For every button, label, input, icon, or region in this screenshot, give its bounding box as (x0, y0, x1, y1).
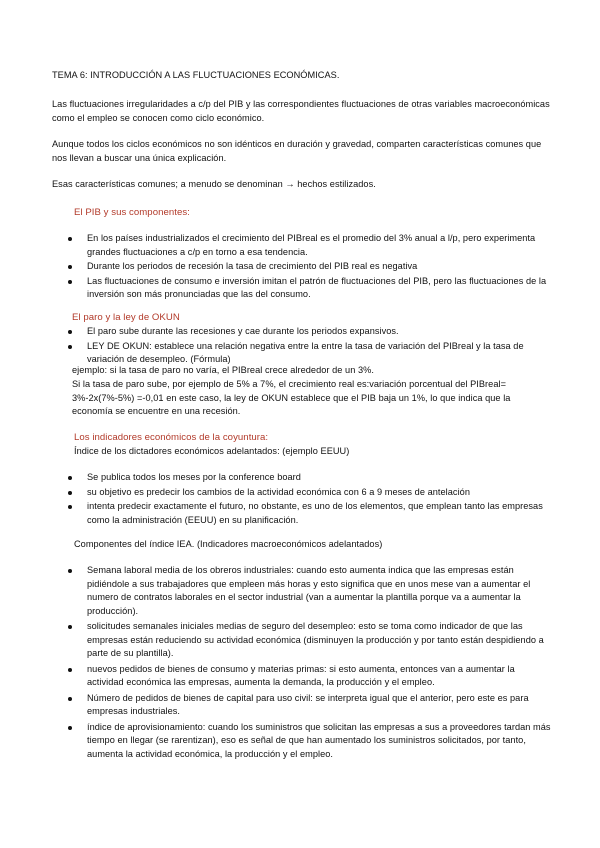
indicadores-bullet-list (52, 471, 552, 528)
list-item-text: Durante los periodos de recesión la tasa de crecimiento del PIB real es negativa (87, 261, 418, 271)
intro-paragraph-1: Las fluctuaciones irregularidades a c/p del PIB y las correspondientes fluctuaciones de otras variables macroeconómicas como el empleo se conocen como ciclo económico. (52, 99, 550, 123)
list-item-text: LEY DE OKUN: establece una relación negativa entre la entre la tasa de variación del PIBreal y la tasa de variación de desempleo. (Fórmula) (87, 340, 524, 364)
componentes-heading: Componentes del índice IEA. (Indicadores macroeconómicos adelantados) (74, 539, 383, 549)
list-item (52, 340, 552, 367)
list-item-text: Semana laboral media de los obreros industriales: cuando esto aumenta indica que las empresas están pidiéndole a sus trabajadores que empleen más horas y esto significa que en unos mese van a aumentar el numero de contratos laborales en el sector industrial (van a aumentar la plantilla porque va a aumentar la producción). (87, 565, 531, 616)
list-item (52, 663, 552, 690)
section-heading-pib: El PIB y sus componentes: (74, 207, 190, 218)
bullet-icon (68, 265, 72, 269)
intro-paragraph-2: Aunque todos los ciclos económicos no son idénticos en duración y gravedad, comparten características comunes que nos llevan a buscar una única explicación. (52, 139, 542, 163)
section-heading-indicadores: Los indicadores económicos de la coyuntura: (74, 432, 269, 443)
document-title: TEMA 6: INTRODUCCIÓN A LAS FLUCTUACIONES ECONÓMICAS. (52, 70, 340, 80)
list-item-text: índice de aprovisionamiento: cuando los suministros que solicitan las empresas a sus a proveedores tardan más tiempo en llegar (se rarentizan), eso es señal de que han aumentado los suministros solicitados, por tanto, aumenta la actividad económica, la producción y el empleo. (87, 721, 551, 759)
list-item (52, 721, 552, 762)
section-heading-okun: El paro y la ley de OKUN (72, 312, 180, 323)
list-item (52, 486, 552, 500)
okun-example-2: Si la tasa de paro sube, por ejemplo de 5% a 7%, el crecimiento real es:variación porcentual del PIBreal= 3%-2x(7%-5%) =-0,01 en este caso, la ley de OKUN establece que el PIB baja un 1%, lo que indica que la economía se encuentre en una recesión. (72, 379, 511, 416)
list-item-text: Número de pedidos de bienes de capital para uso civil: se interpreta igual que el anterior, pero este es para empresas industriales. (87, 692, 529, 716)
bullet-icon (68, 491, 72, 495)
list-item-text: solicitudes semanales iniciales medias de seguro del desempleo: esto se toma como indicador de que las empresas están reduciendo su actividad económica (disminuyen la producción y por tanto están despidiendo a parte de su plantilla). (87, 621, 544, 658)
bullet-icon (68, 569, 72, 573)
bullet-icon (68, 330, 72, 334)
list-item-text: intenta predecir exactamente el futuro, no obstante, es uno de los elementos, que emplean tanto las empresas como la administración (EEUU) en su planificación. (87, 501, 543, 525)
bullet-icon (68, 476, 72, 480)
list-item-text: Se publica todos los meses por la conference board (87, 472, 301, 482)
bullet-icon (68, 505, 72, 509)
okun-example-1: ejemplo: si la tasa de paro no varía, el PIBreal crece alrededor de un 3%. (72, 365, 374, 375)
bullet-icon (68, 697, 72, 701)
list-item-text: El paro sube durante las recesiones y cae durante los periodos expansivos. (87, 326, 399, 336)
bullet-icon (68, 668, 72, 672)
pib-bullet-list (52, 232, 552, 303)
list-item (52, 620, 552, 661)
list-item (52, 275, 552, 302)
bullet-icon (68, 625, 72, 629)
list-item-text: nuevos pedidos de bienes de consumo y materias primas: si esto aumenta, entonces van a aumentar la actividad económica las empresas, aumenta la demanda, la producción y el empleo. (87, 663, 515, 687)
bullet-icon (68, 237, 72, 241)
bullet-icon (68, 280, 72, 284)
list-item (52, 564, 552, 618)
indicadores-subheading: Índice de los dictadores económicos adelantados: (ejemplo EEUU) (74, 446, 350, 456)
intro-paragraph-3: Esas características comunes; a menudo se denominan → hechos estilizados. (52, 179, 376, 189)
list-item-text: su objetivo es predecir los cambios de la actividad económica con 6 a 9 meses de antelación (87, 486, 470, 497)
bullet-icon (68, 345, 72, 349)
list-item (52, 260, 552, 274)
list-item (52, 692, 552, 719)
list-item-text: En los países industrializados el crecimiento del PIBreal es el promedio del 3% anual a l/p, pero experimenta grandes fluctuaciones a c/p en torno a esa tendencia. (87, 233, 536, 257)
list-item (52, 500, 552, 527)
list-item-text: Las fluctuaciones de consumo e inversión imitan el patrón de fluctuaciones del PIB, pero las fluctuaciones de la inversión son más pronunciadas que las del consumo. (87, 275, 547, 299)
list-item (52, 471, 552, 485)
okun-bullet-list (52, 325, 552, 368)
list-item (52, 232, 552, 259)
componentes-bullet-list (52, 564, 552, 763)
bullet-icon (68, 726, 72, 730)
list-item (52, 325, 552, 339)
